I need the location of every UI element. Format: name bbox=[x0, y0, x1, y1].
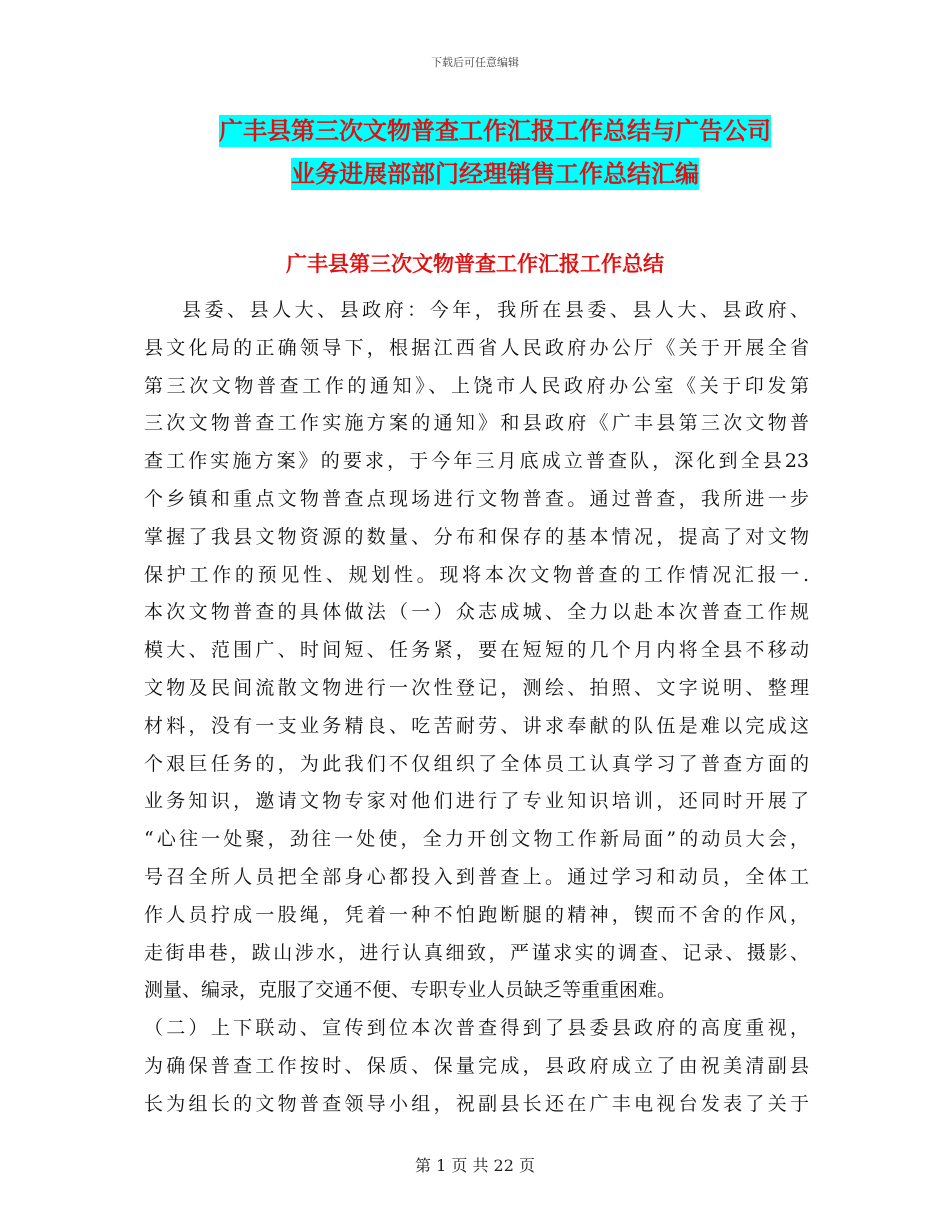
body-line: 本次文物普查的具体做法（一）众志成城、全力以赴本次普查工作规 bbox=[144, 601, 809, 624]
page-footer: 第 1 页 共 22 页 bbox=[415, 1156, 535, 1175]
body-line: 个艰巨任务的，为此我们不仅组织了全体员工认真学习了普查方面的 bbox=[144, 752, 809, 775]
body-line: 县委、县人大、县政府：今年，我所在县委、县人大、县政府、 bbox=[182, 299, 809, 321]
body-line: 号召全所人员把全部身心都投入到普查上。通过学习和动员，全体工 bbox=[144, 865, 809, 888]
body-line: 保护工作的预见性、规划性。现将本次文物普查的工作情况汇报一. bbox=[144, 563, 809, 586]
body-line: 查工作实施方案》的要求，于今年三月底成立普查队，深化到全县23 bbox=[144, 450, 809, 473]
document-title bbox=[150, 110, 840, 196]
body-line: 县文化局的正确领导下，根据江西省人民政府办公厅《关于开展全省 bbox=[144, 336, 809, 359]
body-line: 业务知识，邀请文物专家对他们进行了专业知识培训，还同时开展了 bbox=[144, 790, 809, 813]
body-line: 长为组长的文物普查领导小组，祝副县长还在广丰电视台发表了关于 bbox=[144, 1092, 809, 1115]
body-line: 三次文物普查工作实施方案的通知》和县政府《广丰县第三次文物普 bbox=[144, 412, 809, 435]
body-line: （二）上下联动、宣传到位本次普查得到了县委县政府的高度重视， bbox=[144, 1017, 809, 1040]
body-line: “心往一处聚，劲往一处使，全力开创文物工作新局面”的动员大会， bbox=[144, 828, 809, 851]
header-note: 下载后可任意编辑 bbox=[431, 56, 519, 69]
body-line: 掌握了我县文物资源的数量、分布和保存的基本情况，提高了对文物 bbox=[144, 525, 809, 548]
document-title-line-2: 业务进展部部门经理销售工作总结汇编 bbox=[291, 160, 699, 188]
body-line: 材料，没有一支业务精良、吃苦耐劳、讲求奉献的队伍是难以完成这 bbox=[144, 714, 809, 737]
body-line: 作人员拧成一股绳，凭着一种不怕跑断腿的精神，锲而不舍的作风， bbox=[144, 903, 809, 926]
section-title: 广丰县第三次文物普查工作汇报工作总结 bbox=[286, 252, 664, 276]
body-line: 模大、范围广、时间短、任务紧，要在短短的几个月内将全县不移动 bbox=[144, 639, 809, 662]
body-line: 走街串巷，跋山涉水，进行认真细致，严谨求实的调查、记录、摄影、 bbox=[144, 941, 809, 964]
body-line: 为确保普查工作按时、保质、保量完成，县政府成立了由祝美清副县 bbox=[144, 1054, 809, 1077]
document-title-line-1: 广丰县第三次文物普查工作汇报工作总结与广告公司 bbox=[219, 117, 771, 145]
body-line: 文物及民间流散文物进行一次性登记，测绘、拍照、文字说明、整理 bbox=[144, 676, 809, 699]
body-line: 第三次文物普查工作的通知》、上饶市人民政府办公室《关于印发第 bbox=[144, 374, 809, 397]
body-line: 测量、编录，克服了交通不便、专职专业人员缺乏等重重困难。 bbox=[144, 979, 677, 1002]
body-text bbox=[144, 292, 809, 1124]
body-line: 个乡镇和重点文物普查点现场进行文物普查。通过普查，我所进一步 bbox=[144, 487, 809, 510]
